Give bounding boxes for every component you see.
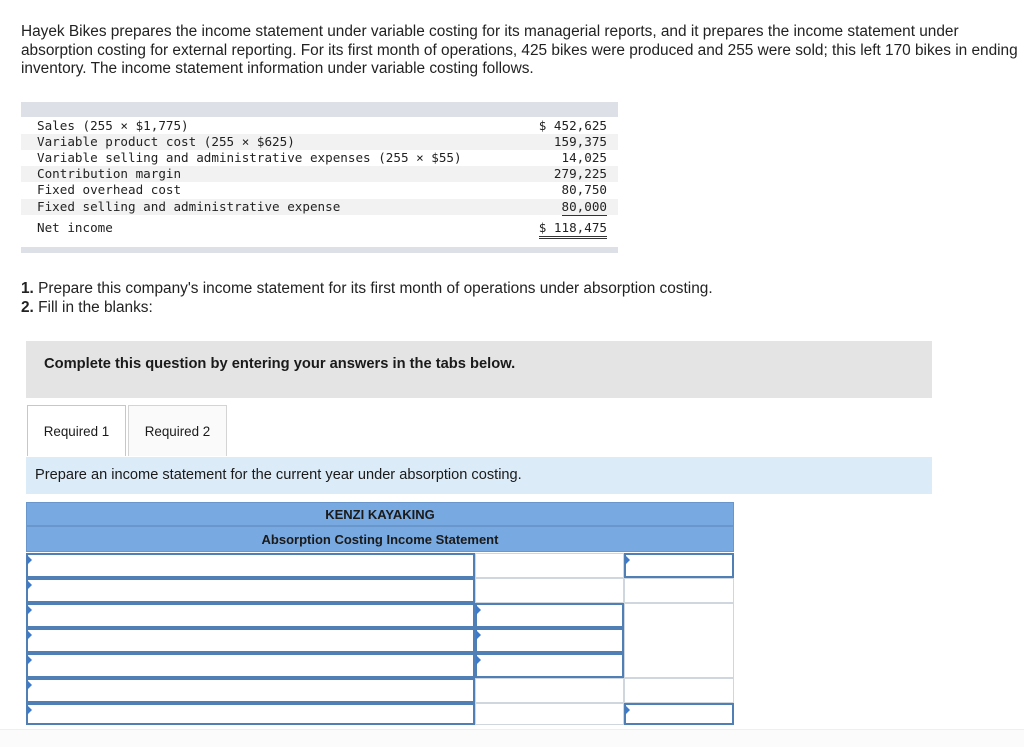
prompt-banner: Prepare an income statement for the current year under absorption costing. (26, 457, 932, 494)
company-name: KENZI KAYAKING (26, 502, 734, 526)
line-item-input-2[interactable] (26, 578, 475, 603)
statement-label: Sales (255 × $1,775) (37, 118, 189, 133)
statement-amount: 159,375 (553, 134, 607, 149)
tab-required-2[interactable]: Required 2 (128, 405, 227, 456)
dropdown-indicator-icon (27, 630, 32, 640)
statement-amount: $ 452,625 (538, 118, 607, 133)
statement-amount: 14,025 (561, 150, 607, 165)
instruction-text: Complete this question by entering your answers in the tabs below. (44, 356, 516, 372)
statement-amount: 80,000 (561, 199, 607, 214)
question-list (21, 279, 713, 317)
question-2 (21, 298, 713, 317)
problem-intro: Hayek Bikes prepares the income statement under variable costing for its managerial reports, and it prepares the income statement under absorption costing for external reporting. For its first month of operations, 425 bikes were produced and 255 were sold; this left 170 bikes in ending inventory. The income statement information under variable costing follows. (21, 23, 1018, 77)
blank-cell (624, 603, 734, 678)
dropdown-indicator-icon (625, 705, 630, 715)
statement-amount: 279,225 (553, 166, 607, 181)
question-number: 1. (21, 280, 34, 297)
blank-cell (475, 578, 624, 603)
statement-top-bar (21, 102, 618, 117)
statement-title: Absorption Costing Income Statement (26, 526, 734, 552)
question-text: Prepare this company's income statement for its first month of operations under absorption costing. (33, 280, 713, 297)
amount-input-4[interactable] (475, 653, 624, 678)
amount-input-1[interactable] (624, 553, 734, 578)
blank-cell (475, 703, 624, 725)
question-number: 2. (21, 299, 34, 316)
statement-label: Contribution margin (37, 166, 182, 181)
statement-label: Variable product cost (255 × $625) (37, 134, 295, 149)
dropdown-indicator-icon (27, 655, 32, 665)
line-item-input-5[interactable] (26, 653, 475, 678)
blank-cell (475, 553, 624, 578)
line-item-input-4[interactable] (26, 628, 475, 653)
dropdown-indicator-icon (27, 705, 32, 715)
statement-row-contribution-margin (21, 166, 618, 182)
statement-label: Fixed selling and administrative expense (37, 199, 341, 214)
statement-amount: $ 118,475 (539, 220, 607, 239)
statement-row-sales (21, 118, 618, 134)
statement-amount: 80,750 (561, 182, 607, 197)
statement-label: Variable selling and administrative expenses (255 × $55) (37, 150, 462, 165)
blank-cell (624, 678, 734, 703)
blank-cell (624, 578, 734, 603)
amount-input-3[interactable] (475, 628, 624, 653)
statement-row-fixed-selling (21, 199, 618, 215)
statement-label: Fixed overhead cost (37, 182, 182, 197)
instruction-box (26, 341, 932, 398)
line-item-input-1[interactable] (26, 553, 475, 578)
dropdown-indicator-icon (27, 555, 32, 565)
amount-input-2[interactable] (475, 603, 624, 628)
dropdown-indicator-icon (476, 605, 481, 615)
statement-bottom-bar (21, 247, 618, 253)
dropdown-indicator-icon (625, 555, 630, 565)
dropdown-indicator-icon (476, 655, 481, 665)
blank-cell (475, 678, 624, 703)
statement-row-variable-selling (21, 150, 618, 166)
statement-row-variable-product-cost (21, 134, 618, 150)
amount-input-5[interactable] (624, 703, 734, 725)
statement-row-net-income (21, 220, 618, 236)
line-item-input-6[interactable] (26, 678, 475, 703)
tab-required-1[interactable]: Required 1 (27, 405, 126, 456)
dropdown-indicator-icon (27, 580, 32, 590)
line-item-input-3[interactable] (26, 603, 475, 628)
statement-row-fixed-overhead (21, 182, 618, 198)
page-footer-strip (0, 729, 1024, 747)
question-text: Fill in the blanks: (33, 299, 153, 316)
question-1 (21, 279, 713, 298)
statement-label: Net income (37, 220, 113, 235)
dropdown-indicator-icon (476, 630, 481, 640)
line-item-input-7[interactable] (26, 703, 475, 725)
dropdown-indicator-icon (27, 605, 32, 615)
dropdown-indicator-icon (27, 680, 32, 690)
